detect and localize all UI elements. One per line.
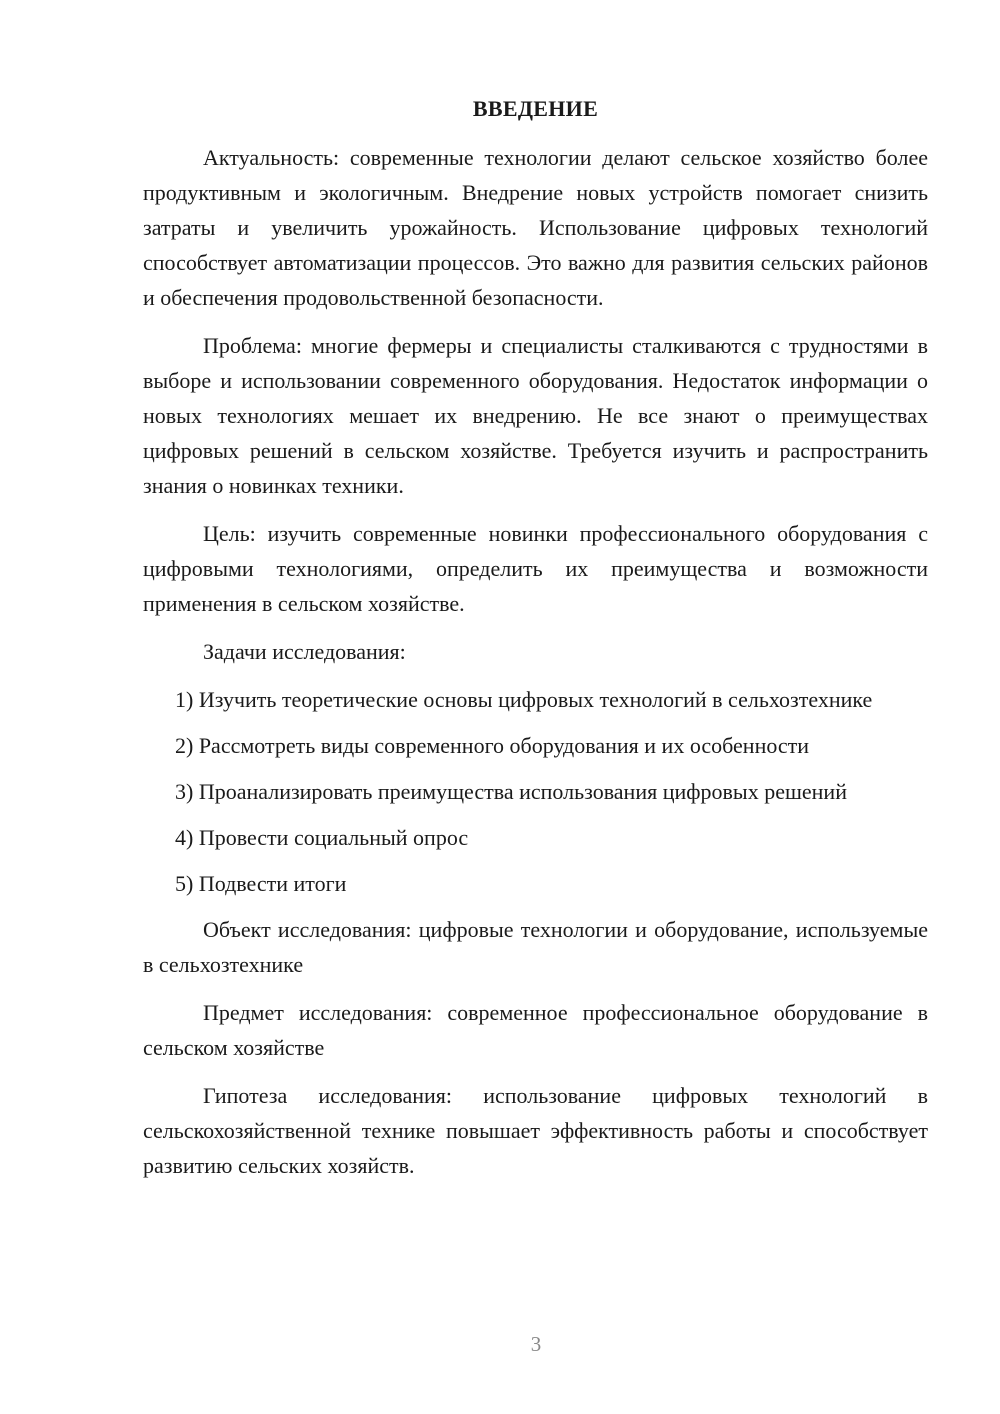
paragraph-relevance: Актуальность: современные технологии делают сельское хозяйство более продуктивным и экологичным. Внедрение новых устройств помогает снизить затраты и увеличить урожайность. Использование цифровых технологий способствует автоматизации процессов. Это важно для развития сельских районов и обеспечения продовольственной безопасности. (143, 145, 928, 310)
paragraph-subject: Предмет исследования: современное профессиональное оборудование в сельском хозяйстве (143, 1000, 928, 1060)
task-item: 5) Подвести итоги (175, 871, 347, 896)
section-title: ВВЕДЕНИЕ (472, 96, 599, 121)
task-item: 1) Изучить теоретические основы цифровых технологий в сельхозтехнике (175, 687, 873, 712)
task-item: 2) Рассмотреть виды современного оборудования и их особенности (175, 733, 810, 758)
task-item: 4) Провести социальный опрос (175, 825, 469, 850)
task-item: 3) Проанализировать преимущества использования цифровых решений (175, 779, 847, 804)
page-number: 3 (530, 1332, 542, 1356)
document-page (143, 92, 928, 1196)
paragraph-tasks-heading: Задачи исследования: (203, 639, 406, 664)
paragraph-hypothesis: Гипотеза исследования: использование цифровых технологий в сельскохозяйственной технике повышает эффективность работы и способствует развитию сельских хозяйств. (143, 1083, 928, 1178)
paragraph-goal: Цель: изучить современные новинки профессионального оборудования с цифровыми технологиями, определить их преимущества и возможности применения в сельском хозяйстве. (143, 521, 928, 616)
paragraph-problem: Проблема: многие фермеры и специалисты сталкиваются с трудностями в выборе и использовании современного оборудования. Недостаток информации о новых технологиях мешает их внедрению. Не все знают о преимуществах цифровых решений в сельском хозяйстве. Требуется изучить и распространить знания о новинках техники. (143, 333, 928, 498)
paragraph-object: Объект исследования: цифровые технологии и оборудование, используемые в сельхозтехнике (143, 917, 928, 977)
